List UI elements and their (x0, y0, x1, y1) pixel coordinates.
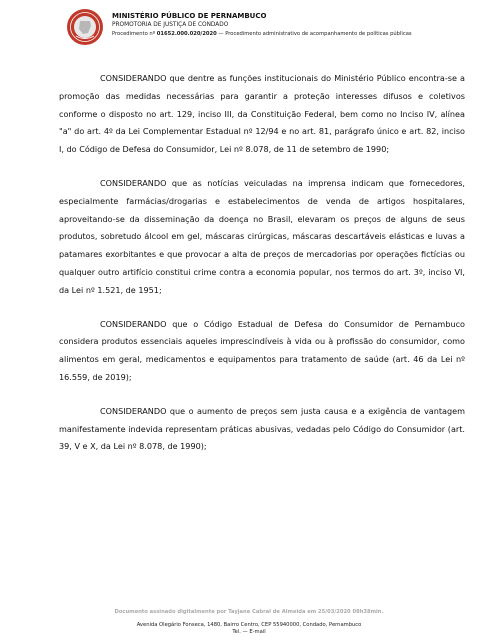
paragraph-4: CONSIDERANDO que o aumento de preços sem justa causa e a exigência de vantagem manifestamente indevida representam práticas abusivas, vedadas pelo Código do Consumidor (art. 39, V e X, da Lei nº 8.078, de 1990); (59, 405, 465, 452)
header-text (112, 12, 412, 39)
document-body (59, 70, 465, 456)
unit-name: PROMOTORIA DE JUSTIÇA DE CONDADO (112, 22, 229, 28)
document-footer (0, 608, 498, 636)
organization-name: MINISTÉRIO PÚBLICO DE PERNAMBUCO (112, 12, 267, 20)
address-line: Avenida Olegário Fonseca, 1480, Bairro Centro, CEP 55940000, Condado, Pernambuco (136, 622, 362, 628)
paragraph-2: CONSIDERANDO que as notícias veiculadas na imprensa indicam que fornecedores, especialmente farmácias/drogarias e estabelecimentos de venda de artigos hospitalares, aproveitando-se da disseminação da doença no Brasil, elevaram os preços de alguns de seus produtos, sobretudo álcool em gel, máscaras cirúrgicas, máscaras descartáveis elásticas e luvas a patamares exorbitantes e que provocar a alta de preços de mercadorias por operações fictícias ou qualquer outro artifício constitui crime contra a economia popular, nos termos do art. 3º, inciso VI, da Lei nº 1.521, de 1951; (59, 177, 465, 295)
procedure-number: 01652.000.020/2020 (156, 31, 217, 37)
document-header (66, 8, 486, 54)
paragraph-1: CONSIDERANDO que dentre as funções institucionais do Ministério Público encontra-se a promoção das medidas necessárias para garantir a proteção interesses difusos e coletivos conforme o disposto no art. 129, inciso III, da Constituição Federal, bem como no Inciso IV, alínea "a" do art. 4º da Lei Complementar Estadual nº 12/94 e no art. 81, parágrafo único e art. 82, inciso I, do Código de Defesa do Consumidor, Lei nº 8.078, de 11 de setembro de 1990; (59, 73, 465, 155)
contact-line: Tel. — E-mail (232, 629, 266, 635)
procedure-description: — Procedimento administrativo de acompanhamento de políticas públicas (216, 31, 412, 37)
signature-note: Documento assinado digitalmente por Tayjane Cabral de Almeida em 25/03/2020 08h38min. (114, 609, 384, 615)
procedure-line (112, 30, 412, 39)
paragraph-3: CONSIDERANDO que o Código Estadual de Defesa do Consumidor de Pernambuco considera produtos essenciais aqueles imprescindíveis à vida ou à profissão do consumidor, como alimentos em geral, medicamentos e equipamentos para tratamento de saúde (art. 46 da Lei nº 16.559, de 2019); (59, 318, 465, 382)
mppe-seal-icon (66, 8, 104, 46)
procedure-prefix: Procedimento nº (112, 31, 157, 37)
